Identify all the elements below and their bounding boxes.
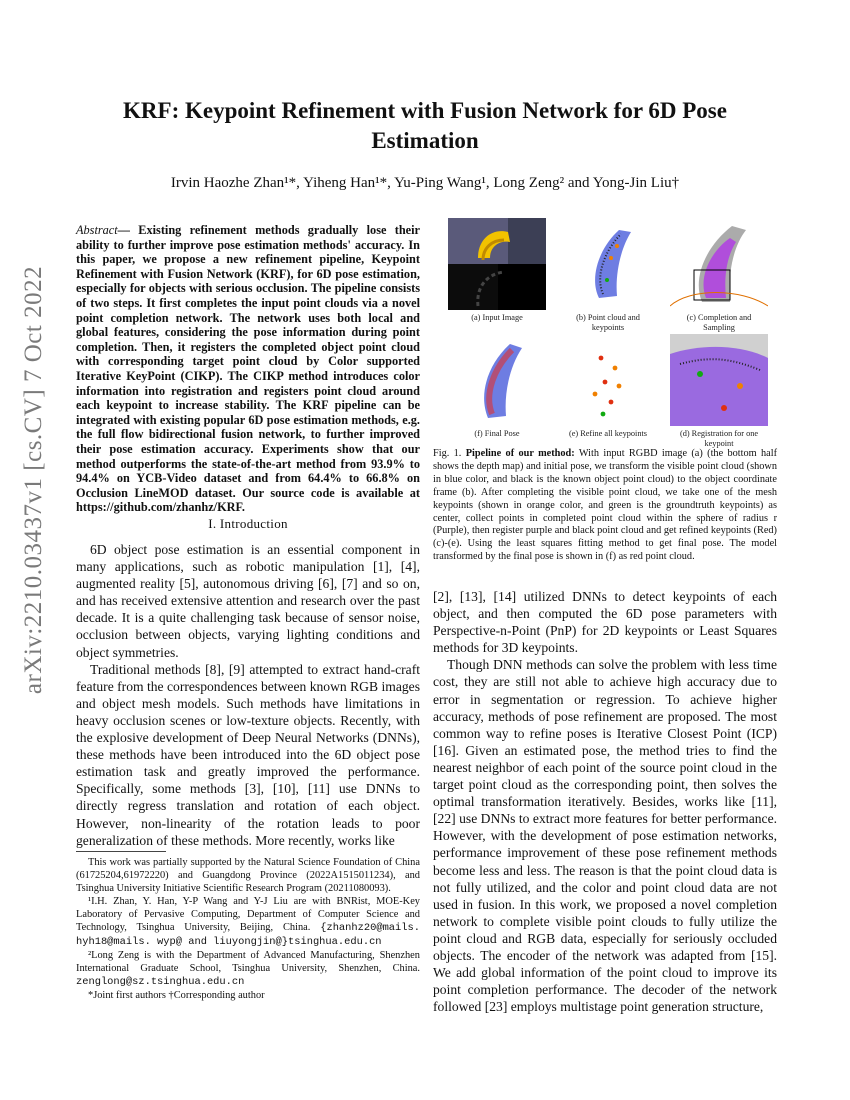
figure-panel (448, 334, 546, 439)
panel-caption: (e) Refine all keypoints (568, 429, 648, 438)
section-heading-introduction: I. Introduction (208, 516, 288, 531)
email-list: {zhanhz20@mails. hyh18@mails. wyp@ and liuyongjin@}tsinghua.edu.cn (76, 922, 420, 948)
footnote-affiliation-2: ²Long Zeng is with the Department of Advanced Manufacturing, Shenzhen International Graduate School, Tsinghua University, Shenzhen, China. zenglong@sz.tsinghua.edu.cn (76, 950, 420, 988)
abstract-text: Existing refinement methods gradually lose their ability to further improve pose estimation methods' accuracy. In this paper, we propose a new refinement pipeline, Keypoint Refinement with Fusion Network (KRF), for 6D pose estimation, especially for objects with serious occlusion. The pipeline consists of two steps. It first completes the input point clouds via a novel point completion network. The network uses both local and global features, considering the pose information during point completion. Then, it registers the completed object point cloud with corresponding target point cloud by Color supported Iterative KeyPoint (CIKP). The CIKP method introduces color information into registration and registers point cloud around each keypoint to increase stability. The KRF pipeline can be integrated with existing popular 6D pose estimation methods, e.g. the full flow bidirectional fusion network, to further improved their pose estimation accuracy. Experiments show that our method outperforms the state-of-the-art method from 93.9% to 94.4% on YCB-Video dataset and from 64.4% to 66.8% on Occlusion LineMOD dataset. Our source code is available at https://github.com/zhanhz/KRF. (76, 223, 421, 515)
completion-thumbnail (670, 218, 768, 310)
footnote-funding: This work was partially supported by the Natural Science Foundation of China (61725204,61972220) and Guangdong Province (2022A1515011234), and Tsinghua University Initiative Scientific Research Program (20211080093). (76, 857, 420, 894)
paper-title: KRF: Keypoint Refinement with Fusion Network for 6D Pose Estimation (123, 98, 727, 153)
caption-text: With input RGBD image (a) (the bottom half shows the depth map) and initial pose, we transform the visible point cloud (shown in blue color, and black is the known object point cloud) to the object coordinate frame (b). After completing the visible point cloud, we take one of the mesh keypoints (shown in orange color, and green is the groundtruth keypoints) as center, collect points in completed point cloud within the sphere of radius r (Purple), then register purple and black point cloud and get refined keypoints (Red) (c)-(e). Using the least squares fitting method to get final pose. The model transformed by the final pose is shown in (f) as red point cloud. (433, 448, 778, 563)
intro-left-column (76, 541, 420, 849)
keypoints-thumbnail (559, 334, 657, 426)
author-list: Irvin Haozhe Zhan¹*, Yiheng Han¹*, Yu-Ping Wang¹, Long Zeng² and Yong-Jin Liu† (170, 175, 680, 191)
registration-thumbnail (670, 334, 768, 426)
figure-1 (448, 218, 768, 446)
paragraph: [2], [13], [14] utilized DNNs to detect keypoints of each object, and then computed the 6D pose parameters with Perspective-n-Point (PnP) for 2D keypoints or Least Squares methods for 3D keypoints. (433, 589, 777, 656)
figure-panel (670, 218, 768, 333)
figure-1-caption (433, 448, 777, 564)
figure-panel (559, 334, 657, 439)
abstract-dash: — (117, 223, 130, 237)
caption-bold: Pipeline of our method: (465, 448, 575, 459)
figure-panel (670, 334, 768, 449)
figure-panel (448, 218, 546, 323)
footnote-rule (76, 851, 166, 852)
panel-caption: (f) Final Pose (474, 429, 520, 438)
input-image-thumbnail (448, 218, 546, 310)
paragraph: Though DNN methods can solve the problem with less time cost, they are still not able to achieve high accuracy due to error in segmentation or regression. To achieve higher accuracy, methods of pose refinement are proposed. The most common way to refine poses is Iterative Closest Point (ICP) [16]. Given an estimated pose, the method tries to find the nearest neighbor of each point of the source point cloud in the target point cloud as the corresponding point, then solves the optimal transformation iteratively. Besides, works like [11], [22] use DNNs to extract more features for better performance. However, with the development of pose estimation networks, performance improvement of these pose refinement methods become less and less. The reason is that the point cloud data is not fully utilized, and the color and point cloud data are not used in fusion. In this work, we proposed a novel completion network to complete visible point clouds to fully utilize the point cloud and RGB data, especially for seriously occluded objects. The encoder of the network was adapted from [15]. We add global information of the point cloud to improve its point completion performance. The decoder of the network followed [23] employs multistage point generation structure, (433, 657, 777, 1015)
point-cloud-thumbnail (559, 218, 657, 310)
panel-caption: (d) Registration for one keypoint (679, 429, 759, 448)
paragraph: Traditional methods [8], [9] attempted to extract hand-craft feature from the correspondences between known RGB images and object mesh models. Such methods have limitations in heavy occlusion scenes or low-texture objects. Recently, with the explosive development of Deep Neural Networks (DNNs), these methods have been introduced into the 6D object pose estimation task and greatly improved the performance. Specifically, some methods [3], [10], [11] use DNNs to directly regress translation and rotation of each object. However, non-linearity of the rotation leads to poor generalization of these methods. More recently, works like (76, 661, 420, 848)
email: zenglong@sz.tsinghua.edu.cn (76, 976, 245, 988)
paragraph: 6D object pose estimation is an essential component in many applications, such as robotic manipulation [1], [4], augmented reality [5], autonomous driving [6], [7] and so on, and has received extensive attention and research over the past decade. It is a quite challenging task because of sensor noise, occlusion between objects, varying lighting conditions and object symmetries. (76, 542, 420, 660)
panel-caption: (b) Point cloud and keypoints (576, 313, 640, 332)
arxiv-stamp: arXiv:2210.03437v1 [cs.CV] 7 Oct 2022 (20, 265, 47, 695)
panel-caption: (c) Completion and Sampling (686, 313, 752, 332)
intro-right-column (433, 588, 777, 1015)
abstract (76, 223, 420, 515)
footnote-affiliation-1: ¹I.H. Zhan, Y. Han, Y-P Wang and Y-J Liu are with BNRist, MOE-Key Laboratory of Pervasive Computing, Department of Computer Science and Technology, Tsinghua University, Beijing, China. {zhanhz20@mails. hyh18@mails. wyp@ and liuyongjin@}tsinghua.edu.cn (76, 896, 420, 948)
abstract-heading: Abstract (76, 223, 118, 237)
footnote-authors: *Joint first authors †Corresponding author (88, 990, 265, 1001)
figure-number: Fig. 1. (433, 448, 462, 459)
footnotes (76, 856, 420, 1002)
final-pose-thumbnail (448, 334, 546, 426)
figure-panel (559, 218, 657, 333)
panel-caption: (a) Input Image (471, 313, 523, 322)
